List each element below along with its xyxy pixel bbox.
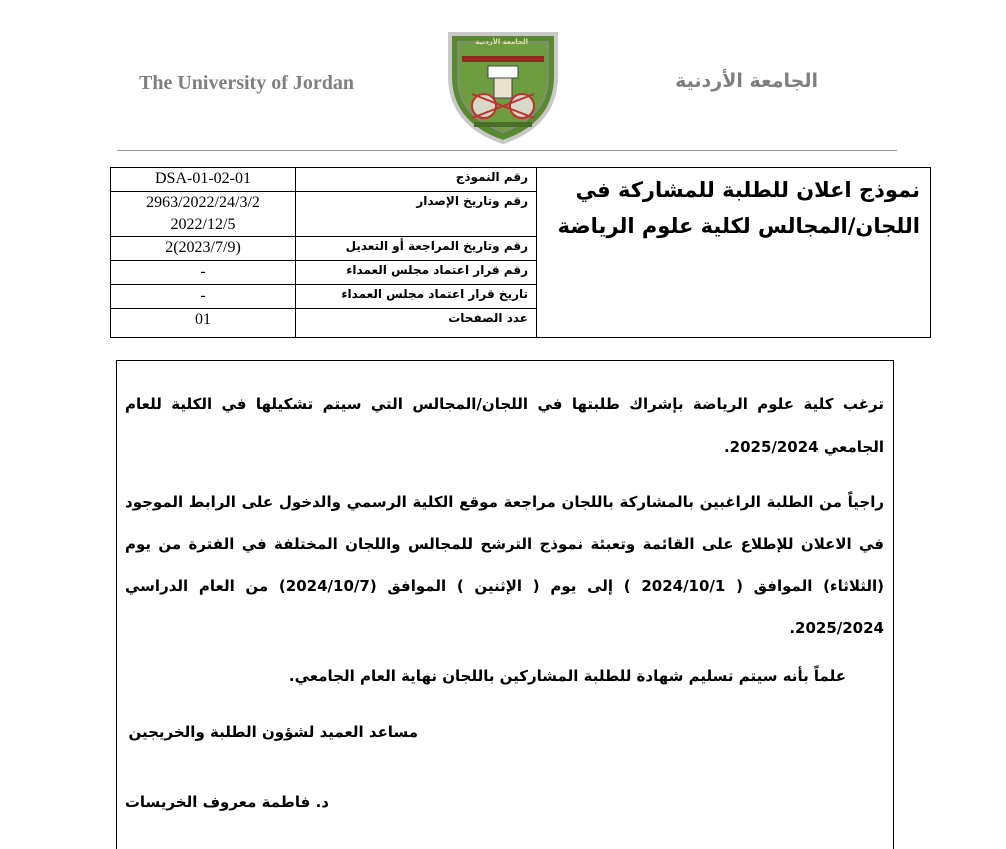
deans-council-decision-date-label: تاريخ قرار اعتماد مجلس العمداء: [296, 285, 537, 309]
revision-number-date-label: رقم وتاريخ المراجعة أو التعديل: [296, 237, 537, 261]
announcement-paragraph-intro: ترغب كلية علوم الرياضة بإشراك طلبتها في اللجان/المجالس التي سيتم تشكيلها في الكلية للعام الجامعي 2025/2024.: [125, 395, 884, 456]
deans-council-decision-number-value: -: [111, 261, 296, 285]
issue-number-date-label: رقم وتاريخ الإصدار: [296, 192, 537, 237]
announcement-paragraph-certificate: علماً بأنه سيتم تسليم شهادة للطلبة المشاركين باللجان نهاية العام الجامعي.: [288, 667, 846, 685]
signature-name: د. فاطمة معروف الخريسات: [124, 793, 329, 811]
signature-title: مساعد العميد لشؤون الطلبة والخريجين: [128, 723, 418, 741]
university-name-english: The University of Jordan: [139, 72, 354, 94]
page-count-value: 01: [111, 309, 296, 338]
form-number-value: DSA-01-02-01: [111, 168, 296, 192]
page-count-label: عدد الصفحات: [296, 309, 537, 338]
logo-lettering: الجامعة الأردنية: [475, 38, 528, 46]
announcement-paragraph-instructions: راجياً من الطلبة الراغبين بالمشاركة باللجان مراجعة موقع الكلية الرسمي والدخول على الرابط الموجود في الاعلان للإطلاع على القائمة وتعبئة نموذج الترشح للمجالس واللجان المختلفة في الفترة من يوم (الثلاثاء) الموافق ( 2024/10/1 ) إلى يوم ( الإثنين ) الموافق (2024/10/7) من العام الدراسي 2025/2024.: [125, 493, 884, 637]
form-number-label: رقم النموذج: [296, 168, 537, 192]
header-divider: [117, 150, 897, 151]
deans-council-decision-date-value: -: [111, 285, 296, 309]
form-metadata-table: [110, 167, 931, 338]
revision-number-date-value: 2(2023/7/9): [111, 237, 296, 261]
university-logo: [444, 28, 562, 146]
form-title: نموذج اعلان للطلبة للمشاركة في اللجان/المجالس لكلية علوم الرياضة: [537, 168, 931, 338]
issue-number-date-value: 2963/2022/24/3/2 2022/12/5: [111, 192, 296, 237]
deans-council-decision-number-label: رقم قرار اعتماد مجلس العمداء: [296, 261, 537, 285]
university-name-arabic: الجامعة الأردنية: [675, 70, 818, 92]
